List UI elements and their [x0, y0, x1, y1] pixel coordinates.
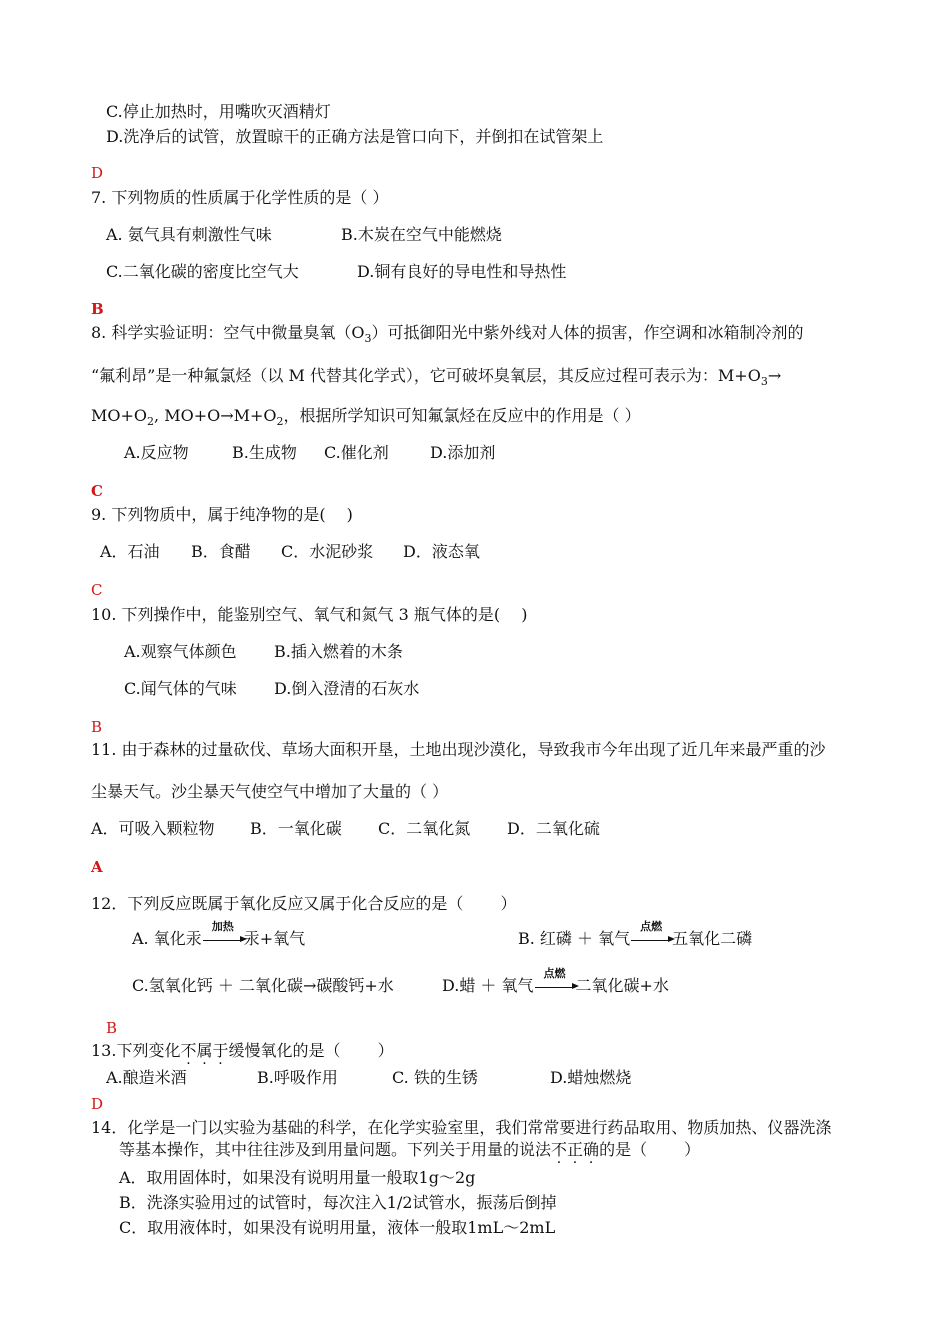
- q13-emphasis-3: 于: [212, 1041, 229, 1060]
- q6-option-d: D.洗净后的试管，放置晾干的正确方法是管口向下，并倒扣在试管架上: [106, 127, 604, 146]
- q10-answer: B: [91, 718, 103, 736]
- q9-answer: C: [91, 581, 103, 599]
- q12-d-reactant: D.蜡 ＋ 氧气: [442, 976, 534, 995]
- q8-option-b: B.生成物: [232, 443, 297, 462]
- q8-line3-b: , MO+O→M+O: [154, 406, 277, 425]
- q13-answer: D: [91, 1095, 104, 1113]
- q8-option-d: D.添加剂: [430, 443, 496, 462]
- q14-line2-a: 等基本操作，其中往往涉及到用量问题。下列关于用量的说法: [119, 1140, 552, 1159]
- q10-option-a: A.观察气体颜色: [124, 642, 237, 661]
- q12-a-reactant: A. 氧化汞: [132, 929, 202, 948]
- q8-stem-line3: [91, 406, 641, 432]
- q11-stem-line2: 尘暴天气。沙尘暴天气使空气中增加了大量的（ ）: [91, 782, 449, 801]
- q8-line3-sub2: 2: [276, 415, 284, 429]
- q9-option-c: C．水泥砂浆: [281, 542, 374, 561]
- q12-option-a: [132, 919, 306, 949]
- q11-option-c: C．二氧化氮: [378, 819, 471, 838]
- q7-stem: 7. 下列物质的性质属于化学性质的是（ ）: [91, 188, 389, 207]
- q11-option-d: D．二氧化硫: [507, 819, 600, 838]
- q14-emphasis-1: 不: [551, 1140, 568, 1159]
- q12-b-reactant: B. 红磷 ＋ 氧气: [518, 929, 631, 948]
- q7-answer: B: [91, 300, 104, 318]
- q12-c-arrow: →: [302, 976, 317, 995]
- q8-line1-a: 8. 科学实验证明：空气中微量臭氧（O: [91, 323, 365, 342]
- q12-d-reaction-arrow: [535, 966, 575, 989]
- q13-option-a: A.酿造米酒: [106, 1068, 187, 1087]
- q12-option-c: [132, 976, 394, 996]
- q12-a-product: 汞+氧气: [243, 929, 306, 948]
- q10-option-d: D.倒入澄清的石灰水: [274, 679, 420, 698]
- q6-answer: D: [91, 164, 104, 182]
- q12-d-condition: 点燃: [543, 966, 566, 980]
- q7-option-a: A. 氨气具有刺激性气味: [106, 225, 272, 244]
- q12-option-d: [442, 966, 669, 996]
- q12-b-reaction-arrow: [631, 919, 671, 942]
- q8-line3-a: MO+O: [91, 406, 148, 425]
- q8-stem-line1: [91, 323, 804, 349]
- q13-stem: [91, 1041, 394, 1061]
- q6-option-c: C.停止加热时，用嘴吹灭酒精灯: [106, 102, 331, 121]
- q11-option-b: B．一氧化碳: [250, 819, 342, 838]
- q12-c-product: 碳酸钙+水: [316, 976, 394, 995]
- q12-c-reactant: C.氢氧化钙 ＋ 二氧化碳: [132, 976, 303, 995]
- q10-stem: 10. 下列操作中，能鉴别空气、氧气和氮气 3 瓶气体的是( ): [91, 605, 528, 624]
- q11-answer: A: [91, 858, 103, 876]
- q13-stem-a: 13.下列变化: [91, 1041, 181, 1060]
- q9-stem: 9. 下列物质中，属于纯净物的是( ): [91, 505, 353, 524]
- q9-option-b: B．食醋: [191, 542, 251, 561]
- q8-option-a: A.反应物: [124, 443, 189, 462]
- q8-line1-b: ）可抵御阳光中紫外线对人体的损害，作空调和冰箱制冷剂的: [371, 323, 804, 342]
- q13-option-b: B.呼吸作用: [257, 1068, 338, 1087]
- q12-a-condition: 加热: [211, 919, 234, 933]
- q8-line2-arrow: →: [767, 366, 782, 385]
- q12-stem: 12．下列反应既属于氧化反应又属于化合反应的是（ ）: [91, 894, 517, 913]
- q8-answer: C: [91, 482, 103, 500]
- q13-emphasis-2: 属: [196, 1041, 213, 1060]
- q13-stem-b: 缓慢氧化的是（ ）: [228, 1041, 394, 1060]
- q14-emphasis-2: 正: [567, 1140, 584, 1159]
- q10-option-b: B.插入燃着的木条: [274, 642, 403, 661]
- q13-emphasis-1: 不: [180, 1041, 197, 1060]
- q8-line2-a: “氟利昂”是一种氟氯烃（以 M 代替其化学式），它可破坏臭氧层，其反应过程可表示为：M+O: [91, 366, 761, 385]
- q14-option-a: A．取用固体时，如果没有说明用量一般取1g～2g: [119, 1168, 476, 1187]
- q7-option-d: D.铜有良好的导电性和导热性: [357, 262, 567, 281]
- q7-option-b: B.木炭在空气中能燃烧: [341, 225, 502, 244]
- q11-option-a: A．可吸入颗粒物: [91, 819, 215, 838]
- q9-option-a: A．石油: [100, 542, 160, 561]
- q11-stem-line1: 11. 由于森林的过量砍伐、草场大面积开垦，土地出现沙漠化，导致我市今年出现了近几年来最严重的沙: [91, 740, 826, 759]
- q8-option-c: C.催化剂: [324, 443, 389, 462]
- q12-d-product: 二氧化碳+水: [575, 976, 669, 995]
- q10-option-c: C.闻气体的气味: [124, 679, 237, 698]
- q9-option-d: D．液态氧: [403, 542, 480, 561]
- q8-line3-sub1: 2: [147, 415, 155, 429]
- q14-option-c: C．取用液体时，如果没有说明用量，液体一般取1mL～2mL: [119, 1218, 556, 1237]
- q12-answer: B: [106, 1019, 118, 1037]
- q14-emphasis-3: 确: [583, 1140, 600, 1159]
- q14-stem-line2: [119, 1140, 700, 1160]
- q8-line2-sub: 3: [760, 375, 768, 389]
- q12-a-reaction-arrow: [203, 919, 243, 942]
- q13-option-d: D.蜡烛燃烧: [550, 1068, 632, 1087]
- q8-line1-sub: 3: [364, 332, 372, 346]
- q8-line3-c: ，根据所学知识可知氟氯烃在反应中的作用是（ ）: [283, 406, 641, 425]
- q12-option-b: [518, 919, 753, 949]
- q12-b-product: 五氧化二磷: [672, 929, 753, 948]
- q14-line2-b: 的是（ ）: [599, 1140, 701, 1159]
- q13-option-c: C. 铁的生锈: [392, 1068, 478, 1087]
- q14-stem-line1: 14．化学是一门以实验为基础的科学，在化学实验室里，我们常常要进行药品取用、物质加热、仪器洗涤: [91, 1118, 832, 1137]
- q8-stem-line2: [91, 366, 781, 392]
- q14-option-b: B．洗涤实验用过的试管时，每次注入1/2试管水，振荡后倒掉: [119, 1193, 557, 1212]
- q12-b-condition: 点燃: [640, 919, 663, 933]
- q7-option-c: C.二氧化碳的密度比空气大: [106, 262, 299, 281]
